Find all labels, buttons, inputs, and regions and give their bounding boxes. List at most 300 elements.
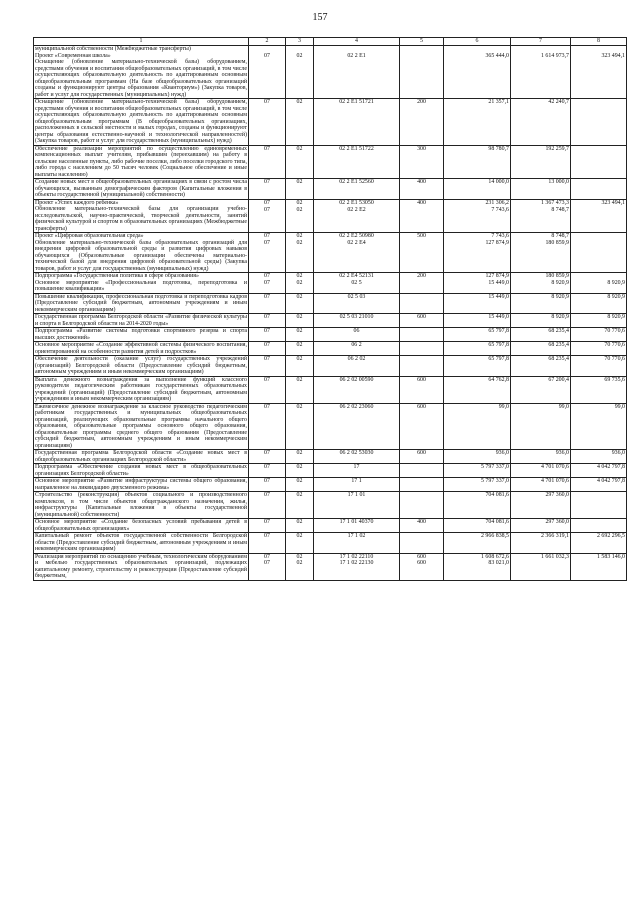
row-value: 600 xyxy=(417,560,426,566)
row-value: 02 xyxy=(296,553,303,560)
row-value: 68 235,4 xyxy=(548,356,569,362)
row-value: 15 449,0 xyxy=(488,280,509,286)
row-value: 67 200,4 xyxy=(548,376,569,383)
table-row xyxy=(34,533,627,554)
row-value: 4 042 797,8 xyxy=(597,464,625,470)
cell-v7 xyxy=(511,533,571,554)
row-value: 8 748,7 xyxy=(551,233,569,239)
cell-vr xyxy=(400,519,444,533)
cell-rz xyxy=(249,314,286,328)
cell-name xyxy=(34,293,249,314)
cell-rz xyxy=(249,342,286,356)
table-row xyxy=(34,450,627,464)
cell-v6 xyxy=(444,356,511,377)
row-value: 07 xyxy=(264,99,270,105)
row-value: 4 701 070,6 xyxy=(541,464,569,470)
cell-csr xyxy=(314,553,400,580)
row-value: 07 xyxy=(264,356,270,362)
row-value: 02 5 03 21010 xyxy=(339,314,374,320)
row-value: 07 xyxy=(264,280,270,286)
cell-v8 xyxy=(571,179,627,200)
row-value: 936,0 xyxy=(555,450,569,456)
cell-name xyxy=(34,314,249,328)
row-value: 300 xyxy=(417,145,426,152)
cell-pr xyxy=(286,99,314,146)
row-value: 15 449,0 xyxy=(488,314,509,320)
cell-v6 xyxy=(444,450,511,464)
cell-rz xyxy=(249,450,286,464)
cell-csr xyxy=(314,233,400,273)
row-value: 192 259,7 xyxy=(545,145,569,152)
row-name: Капитальный ремонт объектов государственной собственности Белгородской области (Предоставление субсидий бюджетным, автономным учреждениям и иным некоммерческим организациям) xyxy=(35,533,247,552)
cell-rz xyxy=(249,179,286,200)
row-value xyxy=(287,46,312,53)
cell-rz xyxy=(249,533,286,554)
row-value: 936,0 xyxy=(611,450,625,456)
header-col-5: 5 xyxy=(400,38,444,46)
row-value: 70 770,6 xyxy=(604,328,625,334)
header-col-2: 2 xyxy=(249,38,286,46)
row-value: 365 444,0 xyxy=(485,53,509,59)
row-name: Обновление материально-технической базы образовательных организаций для внедрения цифровой образовательной среды и развития цифровых навыков обучающихся (Образовательные организации обеспечены материально-технической базой для внедрения цифровой образовательной среды) (Закупка товаров, работ и услуг для государственных (муниципальных) нужд) xyxy=(35,239,247,272)
row-value: 600 xyxy=(417,403,426,410)
table-row xyxy=(34,328,627,342)
row-value: 02 2 E1 51722 xyxy=(339,145,374,152)
row-value: 600 xyxy=(417,314,426,320)
cell-v7 xyxy=(511,179,571,200)
table-row xyxy=(34,293,627,314)
cell-v6 xyxy=(444,478,511,492)
cell-csr xyxy=(314,492,400,519)
row-value xyxy=(572,46,625,53)
row-value: 297 360,0 xyxy=(545,519,569,525)
cell-csr xyxy=(314,533,400,554)
cell-v6 xyxy=(444,99,511,146)
cell-name xyxy=(34,478,249,492)
cell-v7 xyxy=(511,553,571,580)
cell-name xyxy=(34,553,249,580)
table-row xyxy=(34,199,627,233)
cell-v6 xyxy=(444,46,511,99)
cell-csr xyxy=(314,342,400,356)
row-value: 02 xyxy=(296,145,303,152)
row-value: 7 743,6 xyxy=(491,233,509,239)
cell-vr xyxy=(400,553,444,580)
cell-csr xyxy=(314,478,400,492)
table-row xyxy=(34,519,627,533)
cell-v7 xyxy=(511,199,571,233)
cell-csr xyxy=(314,46,400,99)
row-value: 02 xyxy=(296,293,303,300)
cell-vr xyxy=(400,328,444,342)
cell-csr xyxy=(314,464,400,478)
cell-csr xyxy=(314,145,400,179)
row-name: Проект «Современная школа» xyxy=(35,52,111,59)
row-value: 02 xyxy=(296,478,303,484)
cell-csr xyxy=(314,314,400,328)
cell-vr xyxy=(400,46,444,99)
row-name: Основное мероприятие «Развитие инфраструктуры системы общего образования, направленное на ликвидацию двухсменного режима» xyxy=(35,478,247,491)
cell-csr xyxy=(314,199,400,233)
budget-table xyxy=(33,37,627,581)
table-row xyxy=(34,233,627,273)
row-value: 8 920,9 xyxy=(607,293,625,300)
table-body xyxy=(34,46,627,581)
row-name: Повышение квалификации, профессиональная подготовка и переподготовка кадров (Предоставление субсидий бюджетным, автономным учреждениям и иным некоммерческим организациям) xyxy=(35,293,247,313)
row-value: 17 1 02 22130 xyxy=(339,560,374,566)
table-header-row xyxy=(34,38,627,46)
row-value: 02 2 E1 xyxy=(347,53,366,59)
row-value: 70 770,6 xyxy=(604,356,625,362)
row-value: 4 701 070,6 xyxy=(541,478,569,484)
cell-v7 xyxy=(511,342,571,356)
table-row xyxy=(34,314,627,328)
row-value: 65 797,8 xyxy=(488,342,509,348)
row-value: 14 000,0 xyxy=(488,179,509,185)
row-value: 07 xyxy=(264,553,270,560)
row-value: 98 780,7 xyxy=(488,145,509,152)
header-col-7: 7 xyxy=(511,38,571,46)
cell-vr xyxy=(400,450,444,464)
row-value: 400 xyxy=(417,519,426,525)
table-row xyxy=(34,464,627,478)
cell-v8 xyxy=(571,199,627,233)
cell-v6 xyxy=(444,145,511,179)
cell-pr xyxy=(286,328,314,342)
row-value: 02 2 E4 xyxy=(347,240,366,246)
cell-vr xyxy=(400,478,444,492)
row-value: 02 xyxy=(296,206,303,213)
row-value xyxy=(401,46,442,53)
row-value: 704 081,6 xyxy=(485,519,509,525)
cell-v8 xyxy=(571,492,627,519)
cell-v8 xyxy=(571,450,627,464)
cell-vr xyxy=(400,314,444,328)
cell-v6 xyxy=(444,273,511,294)
row-value: 07 xyxy=(264,273,270,279)
cell-v8 xyxy=(571,233,627,273)
cell-v7 xyxy=(511,233,571,273)
row-name: Создание новых мест в общеобразовательных организациях в связи с ростом числа обучающихся, вызванным демографическим фактором (Капитальные вложения в объекты государственной (муниципальной) собственности) xyxy=(35,179,247,198)
cell-pr xyxy=(286,199,314,233)
cell-pr xyxy=(286,233,314,273)
row-value: 07 xyxy=(264,199,270,206)
row-value: 17 xyxy=(353,464,360,470)
row-value: 65 797,8 xyxy=(488,356,509,362)
row-value: 02 xyxy=(296,492,303,498)
row-value: 15 449,0 xyxy=(488,293,509,300)
row-value: 21 357,1 xyxy=(488,99,509,105)
row-value: 42 240,7 xyxy=(548,99,569,105)
row-value: 8 920,9 xyxy=(607,280,625,286)
row-value: 600 xyxy=(417,450,426,456)
cell-pr xyxy=(286,519,314,533)
row-value: 02 xyxy=(296,179,303,185)
row-value: 06 2 02 00590 xyxy=(339,376,374,383)
cell-pr xyxy=(286,478,314,492)
cell-rz xyxy=(249,293,286,314)
row-value: 17 1 01 xyxy=(347,492,366,498)
cell-v8 xyxy=(571,356,627,377)
cell-name xyxy=(34,328,249,342)
row-name: Обеспечение реализации мероприятий по осуществлению единовременных компенсационных выплат учителям, прибывшим (переехавшим) на работу в сельские населенные пункты, либо рабочие поселки, либо поселки городского типа, либо города с населением до 50 тысяч человек (Социальное обеспечение и иные выплаты населению) xyxy=(35,145,247,178)
row-value: 07 xyxy=(264,492,270,498)
row-name: Подпрограмма «Государственная политика в сфере образования» xyxy=(35,273,199,279)
cell-v8 xyxy=(571,478,627,492)
cell-vr xyxy=(400,99,444,146)
row-name: Проект «Цифровая образовательная среда» xyxy=(35,233,144,239)
row-value: 17 1 02 22110 xyxy=(339,553,374,560)
header-col-4: 4 xyxy=(314,38,400,46)
cell-v6 xyxy=(444,403,511,450)
cell-name xyxy=(34,356,249,377)
row-value: 231 306,2 xyxy=(485,199,509,206)
row-value: 8 920,9 xyxy=(551,280,569,286)
cell-v8 xyxy=(571,553,627,580)
header-col-6: 6 xyxy=(444,38,511,46)
row-value: 68 235,4 xyxy=(548,328,569,334)
row-value: 1 367 473,3 xyxy=(541,199,569,206)
row-name: Государственная программа Белгородской области «Создание новых мест в общеобразовательных организациях Белгородской области» xyxy=(35,450,247,463)
cell-v6 xyxy=(444,533,511,554)
row-value: 8 748,7 xyxy=(551,206,569,213)
cell-csr xyxy=(314,273,400,294)
cell-rz xyxy=(249,376,286,403)
cell-pr xyxy=(286,533,314,554)
cell-v7 xyxy=(511,478,571,492)
cell-pr xyxy=(286,553,314,580)
row-value: 02 xyxy=(296,240,303,246)
cell-pr xyxy=(286,403,314,450)
cell-v7 xyxy=(511,403,571,450)
cell-name xyxy=(34,464,249,478)
row-value: 02 2 E1 52560 xyxy=(339,179,374,185)
row-value: 180 859,9 xyxy=(545,240,569,246)
row-value: 02 xyxy=(296,342,303,348)
cell-rz xyxy=(249,46,286,99)
cell-vr xyxy=(400,273,444,294)
row-value: 8 920,9 xyxy=(551,314,569,320)
row-value xyxy=(250,46,284,53)
row-value: 02 xyxy=(296,560,303,566)
cell-vr xyxy=(400,342,444,356)
row-value: 07 xyxy=(264,376,270,383)
row-value: 07 xyxy=(264,533,270,539)
row-value: 297 360,0 xyxy=(545,492,569,498)
row-value: 7 743,6 xyxy=(491,206,509,213)
row-value: 02 2 E4 52131 xyxy=(339,273,374,279)
table-row xyxy=(34,99,627,146)
cell-vr xyxy=(400,492,444,519)
row-value: 06 xyxy=(353,328,360,334)
row-value: 07 xyxy=(264,478,270,484)
header-col-1: 1 xyxy=(34,38,249,46)
row-value: 83 021,0 xyxy=(488,560,509,566)
row-value: 02 xyxy=(296,99,303,105)
row-name: Выплата денежного вознаграждения за выполнение функций классного руководителя педагогическим работникам государственных образовательных учреждений (организаций) (Предоставление субсидий бюджетным, автономным учреждениям и иным некоммерческим организациям) xyxy=(35,376,247,402)
cell-name xyxy=(34,376,249,403)
cell-v6 xyxy=(444,328,511,342)
cell-v6 xyxy=(444,179,511,200)
row-name: Оснащение (обновление материально-технической базы) оборудованием, средствами обучения и воспитания общеобразовательных организаций, в том числе осуществляющих образовательную деятельность по адаптированным основным общеобразовательным программам (На базе общеобразовательных организаций созданы и функционируют центры образования «Кванториум») (Закупка товаров, работ и услуг для государственных (муниципальных) нужд) xyxy=(35,59,247,98)
cell-pr xyxy=(286,293,314,314)
row-value: 07 xyxy=(264,179,270,185)
row-value xyxy=(512,46,569,53)
row-value: 07 xyxy=(264,450,270,456)
cell-v8 xyxy=(571,46,627,99)
row-name: Проект «Успех каждого ребенка» xyxy=(35,199,119,206)
cell-vr xyxy=(400,199,444,233)
table-row xyxy=(34,46,627,99)
row-value: 02 xyxy=(296,233,303,239)
row-value: 02 xyxy=(296,356,303,362)
row-value: 02 xyxy=(296,519,303,525)
cell-v6 xyxy=(444,199,511,233)
cell-csr xyxy=(314,450,400,464)
cell-rz xyxy=(249,492,286,519)
row-value: 02 2 E1 51721 xyxy=(339,99,374,105)
row-value: 07 xyxy=(264,293,270,300)
cell-rz xyxy=(249,273,286,294)
row-value: 70 770,6 xyxy=(604,342,625,348)
cell-v8 xyxy=(571,342,627,356)
row-value: 07 xyxy=(264,233,270,239)
cell-name xyxy=(34,233,249,273)
row-value: 06 2 02 53030 xyxy=(339,450,374,456)
row-value: 02 5 xyxy=(351,280,362,286)
cell-csr xyxy=(314,376,400,403)
cell-rz xyxy=(249,478,286,492)
cell-name xyxy=(34,533,249,554)
row-value: 127 874,9 xyxy=(485,273,509,279)
cell-name xyxy=(34,519,249,533)
cell-v6 xyxy=(444,342,511,356)
cell-v7 xyxy=(511,46,571,99)
row-value: 600 xyxy=(417,376,426,383)
cell-vr xyxy=(400,376,444,403)
cell-name xyxy=(34,199,249,233)
cell-vr xyxy=(400,533,444,554)
row-value: 02 5 03 xyxy=(347,293,366,300)
table-row xyxy=(34,179,627,200)
cell-v7 xyxy=(511,356,571,377)
cell-v6 xyxy=(444,314,511,328)
cell-csr xyxy=(314,293,400,314)
row-value: 13 000,0 xyxy=(548,179,569,185)
row-value: 17 1 xyxy=(351,478,362,484)
cell-pr xyxy=(286,492,314,519)
row-value: 99,0 xyxy=(498,403,509,410)
cell-v7 xyxy=(511,328,571,342)
row-name: Подпрограмма «Развитие системы подготовки спортивного резерва и спорта высших достижений» xyxy=(35,328,247,341)
row-value: 2 366 319,1 xyxy=(541,533,569,539)
row-value: 07 xyxy=(264,240,270,246)
cell-csr xyxy=(314,179,400,200)
row-value: 07 xyxy=(264,342,270,348)
cell-name xyxy=(34,99,249,146)
cell-name xyxy=(34,342,249,356)
row-value: 200 xyxy=(417,99,426,105)
row-value: 5 797 337,0 xyxy=(481,464,509,470)
row-value: 07 xyxy=(264,560,270,566)
row-value: 07 xyxy=(264,403,270,410)
cell-v7 xyxy=(511,293,571,314)
row-value: 936,0 xyxy=(495,450,509,456)
row-name: Подпрограмма «Обеспечение создания новых мест в общеобразовательных организациях Белгородской области» xyxy=(35,464,247,477)
cell-v7 xyxy=(511,376,571,403)
cell-rz xyxy=(249,199,286,233)
row-value: 17 1 02 xyxy=(347,533,366,539)
cell-rz xyxy=(249,99,286,146)
row-name: Оснащение (обновление материально-технической базы) оборудованием, средствами обучения и воспитания общеобразовательных организаций, в том числе осуществляющих образовательную деятельность по адаптированным основным общеобразовательным программам (В общеобразовательных организациях, расположенных в сельской местности и малых городах, созданы и функционируют центры образования естественно-научной и технологической направленностей) (Закупка товаров, работ и услуг для государственных (муниципальных) нужд) xyxy=(35,99,247,144)
table-row xyxy=(34,478,627,492)
page-number: 157 xyxy=(312,12,328,23)
row-value: 4 042 797,8 xyxy=(597,478,625,484)
cell-pr xyxy=(286,46,314,99)
row-value: 64 762,8 xyxy=(488,376,509,383)
row-value: 06 2 02 xyxy=(347,356,366,362)
cell-pr xyxy=(286,450,314,464)
row-value: 600 xyxy=(417,553,426,560)
cell-v7 xyxy=(511,145,571,179)
table-row xyxy=(34,342,627,356)
row-value: 1 583 146,0 xyxy=(597,553,625,560)
row-value: 8 920,9 xyxy=(551,293,569,300)
cell-pr xyxy=(286,376,314,403)
row-value: 02 xyxy=(296,464,303,470)
cell-csr xyxy=(314,403,400,450)
row-value: 2 692 296,5 xyxy=(597,533,625,539)
row-value xyxy=(445,46,509,53)
header-col-3: 3 xyxy=(286,38,314,46)
cell-rz xyxy=(249,553,286,580)
row-value: 69 735,6 xyxy=(604,376,625,383)
cell-v6 xyxy=(444,233,511,273)
row-value: 07 xyxy=(264,53,270,59)
row-value xyxy=(315,46,398,53)
row-value: 06 2 02 23060 xyxy=(339,403,374,410)
header-col-8: 8 xyxy=(571,38,627,46)
row-name: Реализация мероприятий по оснащению учебным, технологическим оборудованием и мебелью государственных образовательных организаций, подлежащих капитальному ремонту, строительству и реконструкции (Предоставление субсидий бюджетным, xyxy=(35,553,247,579)
table-row xyxy=(34,553,627,580)
table-row xyxy=(34,145,627,179)
row-value: 200 xyxy=(417,273,426,279)
row-value: 127 874,9 xyxy=(485,240,509,246)
cell-name xyxy=(34,450,249,464)
cell-name xyxy=(34,403,249,450)
cell-v8 xyxy=(571,293,627,314)
row-value: 02 xyxy=(296,450,303,456)
cell-v8 xyxy=(571,145,627,179)
cell-v6 xyxy=(444,492,511,519)
row-value: 02 xyxy=(296,53,303,59)
cell-v8 xyxy=(571,328,627,342)
cell-v6 xyxy=(444,464,511,478)
cell-rz xyxy=(249,328,286,342)
cell-csr xyxy=(314,356,400,377)
cell-v6 xyxy=(444,519,511,533)
cell-rz xyxy=(249,464,286,478)
row-value xyxy=(572,233,625,240)
row-value: 02 xyxy=(296,403,303,410)
cell-v8 xyxy=(571,273,627,294)
cell-csr xyxy=(314,328,400,342)
row-value: 8 920,9 xyxy=(607,314,625,320)
cell-rz xyxy=(249,519,286,533)
row-value: 99,0 xyxy=(558,403,569,410)
row-value: 323 494,1 xyxy=(601,53,625,59)
cell-vr xyxy=(400,356,444,377)
